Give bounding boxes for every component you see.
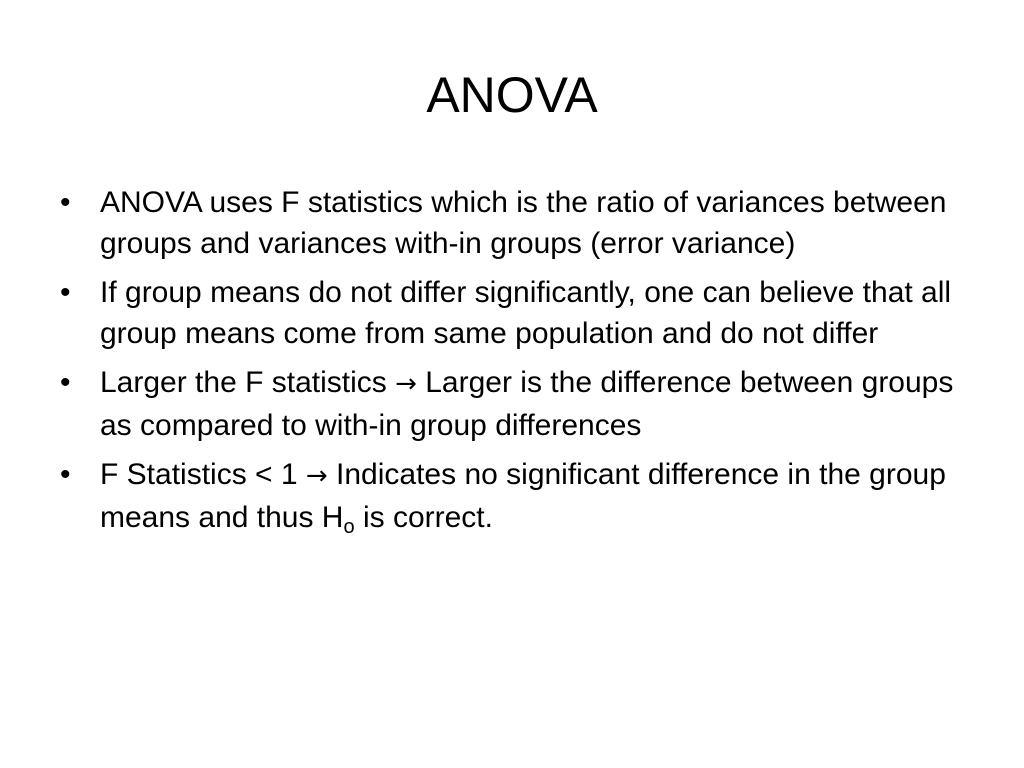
right-arrow-icon: →	[395, 369, 417, 399]
bullet-list	[56, 182, 966, 546]
bullet-text-before-arrow: F Statistics < 1	[100, 458, 306, 491]
bullet-point-icon: •	[60, 186, 71, 219]
bullet-point-icon: •	[60, 276, 71, 309]
bullet-text: If group means do not differ significantly, one can believe that all group means come from same population and do not differ	[100, 276, 952, 350]
slide-title: ANOVA	[426, 67, 598, 123]
bullet-text-middle: Indicates no significant difference in the group means and thus H	[100, 458, 946, 534]
bullet-item-4	[56, 454, 966, 538]
bullet-item-1	[56, 182, 966, 264]
right-arrow-icon: →	[305, 461, 328, 491]
hypothesis-subscript: o	[343, 516, 355, 538]
bullet-text-after: is correct.	[354, 501, 493, 534]
bullet-point-icon: •	[60, 366, 71, 399]
bullet-point-icon: •	[60, 458, 71, 491]
bullet-text-before-arrow: Larger the F statistics	[100, 366, 396, 399]
bullet-item-3	[56, 362, 966, 446]
bullet-text-after-arrow: Larger is the difference between groups as compared to with-in group differences	[100, 366, 954, 442]
bullet-item-2	[56, 272, 966, 354]
bullet-text: ANOVA uses F statistics which is the ratio of variances between groups and variances with-in groups (error variance)	[100, 186, 947, 260]
